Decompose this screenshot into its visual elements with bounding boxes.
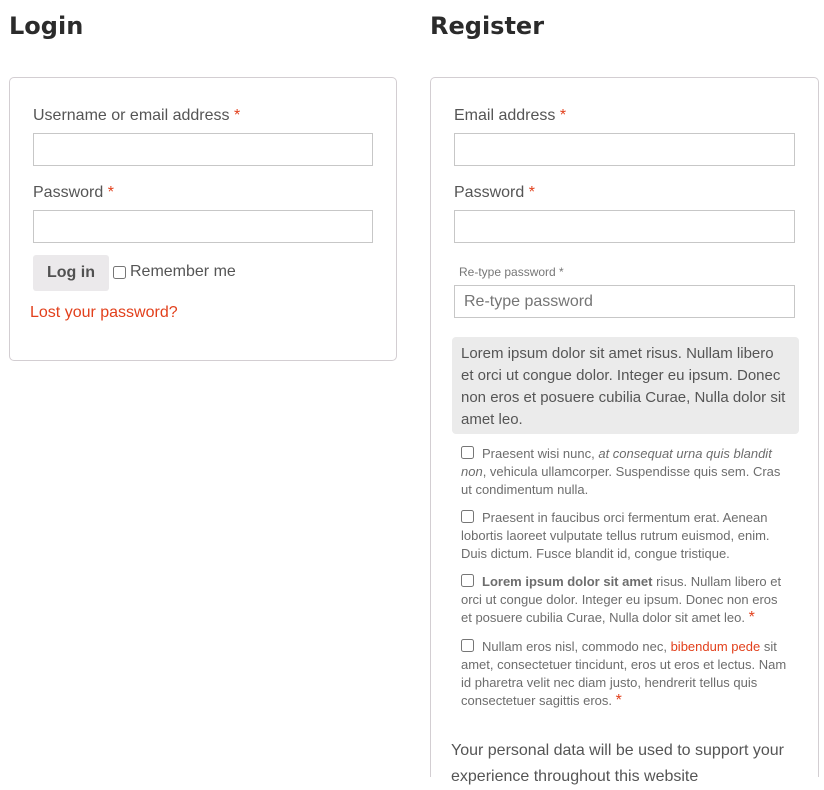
register-password-label-text: Password <box>454 184 525 201</box>
login-password-label <box>33 184 114 202</box>
register-form <box>430 77 819 785</box>
consent-4-link[interactable]: bibendum pede <box>670 639 761 654</box>
consent-checkbox-2[interactable] <box>461 509 789 563</box>
required-mark: * <box>107 184 114 201</box>
register-password-label <box>454 184 535 202</box>
remember-me-checkbox[interactable] <box>113 266 126 279</box>
consent-checkbox-4[interactable] <box>461 638 789 710</box>
register-title: Register <box>430 12 545 40</box>
remember-me-label[interactable]: Remember me <box>130 263 236 280</box>
consent-2-text: Praesent in faucibus orci fermentum erat. Aenean lobortis laoreet vulputate tellus rutrum euismod, enim. Duis dictum. Fusce blandit id, congue tristique. <box>461 510 770 561</box>
personal-data-notice: Your personal data will be used to support your experience throughout this website <box>451 742 784 785</box>
username-input[interactable] <box>33 133 373 166</box>
retype-password-input[interactable] <box>454 285 795 318</box>
consent-checkbox-1[interactable] <box>461 445 789 499</box>
login-password-input[interactable] <box>33 210 373 243</box>
login-title: Login <box>9 12 84 40</box>
consent-checkbox-4-input[interactable] <box>461 639 474 652</box>
consent-3-text: risus. Nullam libero et orci ut congue dolor. Integer eu ipsum. Donec non eros et posuere cubilia Curae, Nulla dolor sit amet leo. <box>461 574 782 625</box>
consent-3-bold: Lorem ipsum dolor sit amet <box>482 574 653 589</box>
required-mark: * <box>559 107 567 124</box>
username-label-text: Username or email address <box>33 107 230 124</box>
privacy-notice: Lorem ipsum dolor sit amet risus. Nullam libero et orci ut congue dolor. Integer eu ipsum. Donec non eros et posuere cubilia Curae, Nulla dolor sit amet leo. <box>452 337 799 434</box>
consent-1-emphasis: at consequat urna quis blandit non <box>461 446 772 479</box>
consent-checkbox-3-input[interactable] <box>461 574 474 587</box>
consent-checkbox-1-input[interactable] <box>461 446 474 459</box>
consent-checkbox-2-input[interactable] <box>461 510 474 523</box>
lost-password-link[interactable]: Lost your password? <box>30 304 178 321</box>
username-label <box>33 107 240 125</box>
consent-1-text-end: , vehicula ullamcorper. Suspendisse quis sem. Cras ut condimentum nulla. <box>461 464 781 497</box>
login-password-label-text: Password <box>33 184 104 201</box>
consent-4-text-end: sit amet, consectetuer tincidunt, eros ut eros et lectus. Nam id pharetra velit nec diam justo, hendrerit tellus quis consectetuer sagittis eros. <box>461 639 787 708</box>
required-mark: * <box>615 692 622 709</box>
login-button[interactable]: Log in <box>33 255 109 291</box>
login-form <box>9 77 397 361</box>
consent-1-text: Praesent wisi nunc, <box>482 446 599 461</box>
consent-4-text: Nullam eros nisl, commodo nec, <box>482 639 671 654</box>
required-mark: * <box>528 184 535 201</box>
email-input[interactable] <box>454 133 795 166</box>
remember-me[interactable] <box>113 263 236 281</box>
email-label <box>454 107 566 125</box>
register-password-input[interactable] <box>454 210 795 243</box>
retype-password-label: Re-type password * <box>459 265 564 279</box>
required-mark: * <box>233 107 241 124</box>
email-label-text: Email address <box>454 107 556 124</box>
consent-checkbox-3[interactable] <box>461 573 789 627</box>
required-mark: * <box>748 609 755 626</box>
